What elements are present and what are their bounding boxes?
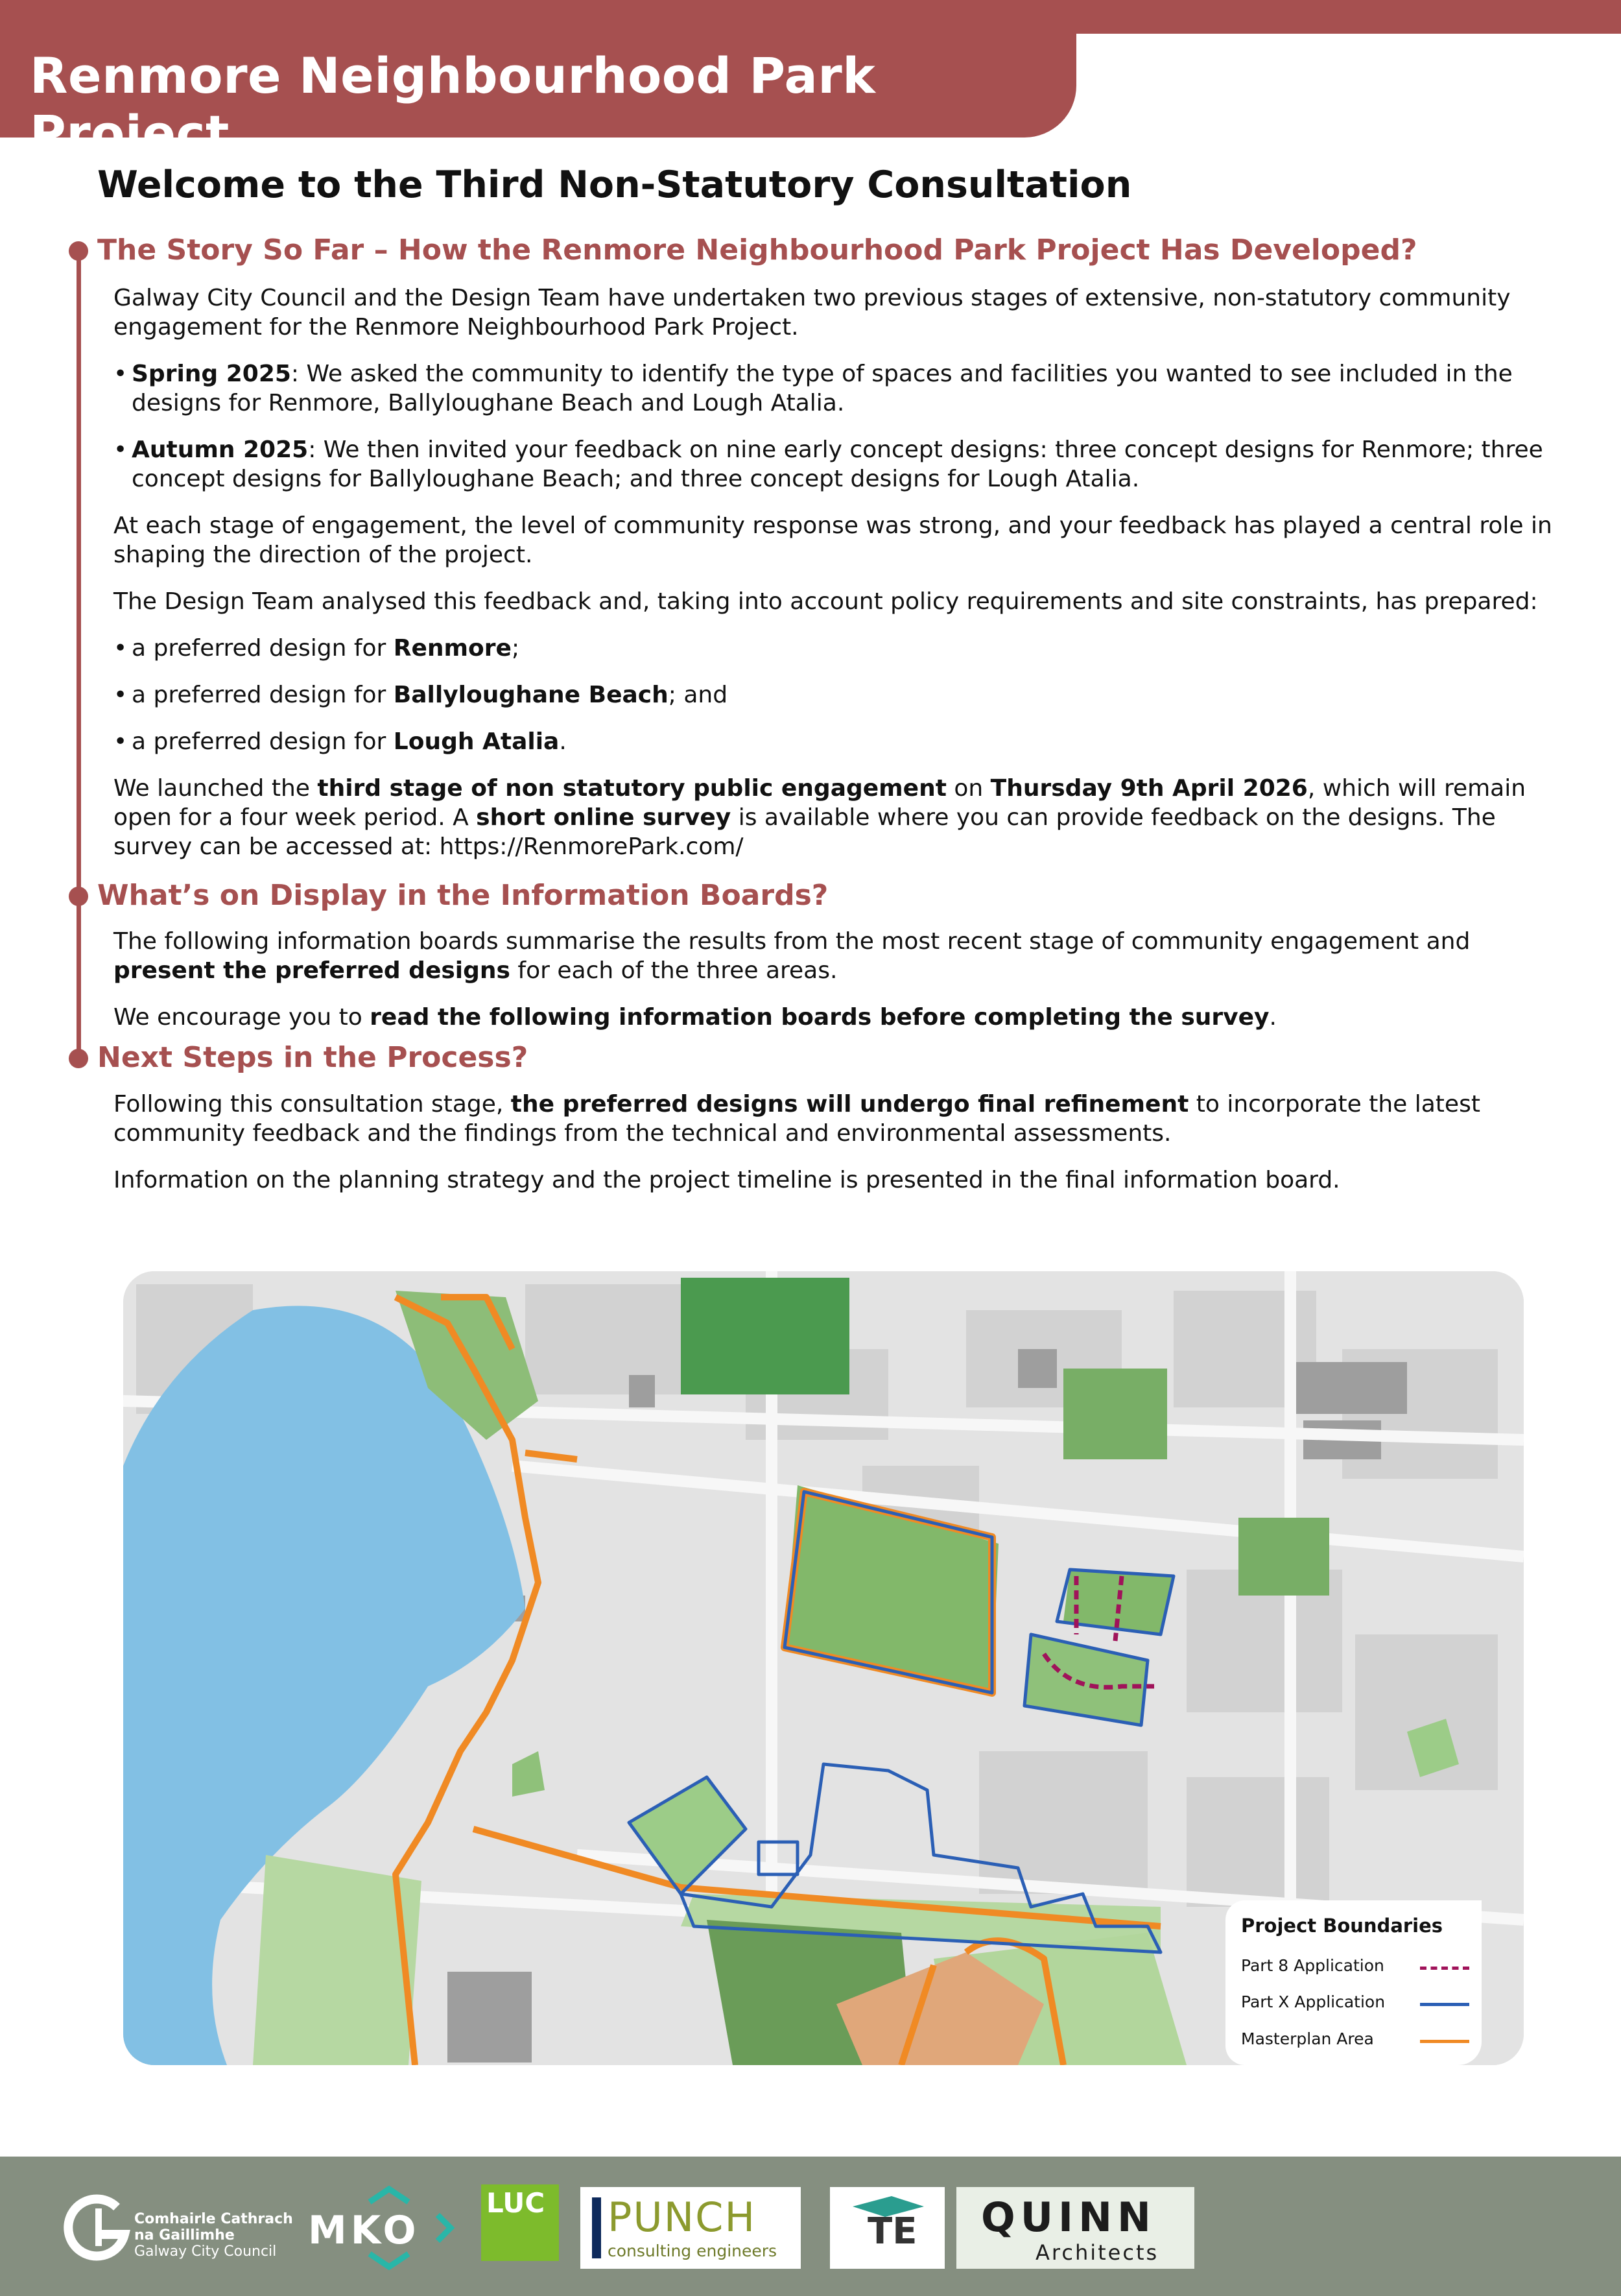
next-steps-p1: Following this consultation stage, the preferred designs will undergo final refinement to incorporate the latest community feedback and the findings from the technical and environmental assessments. — [113, 1091, 1480, 1147]
punch-subtitle: consulting engineers — [608, 2242, 777, 2260]
timeline-dot — [69, 1049, 88, 1068]
te-text: TE — [868, 2210, 917, 2253]
autumn-bullet: • Autumn 2025: We then invited your feedback on nine early concept designs: three concept designs for Renmore; three concept designs for Ballyloughane Beach; and three concept designs for Lough Atalia. — [113, 435, 1569, 494]
footer-logos — [0, 2157, 1621, 2296]
legend-item-masterplan: Masterplan Area — [1241, 2029, 1374, 2048]
display-p2: We encourage you to read the following information boards before completing the survey. — [113, 1004, 1277, 1031]
preferred-ballyloughane: • a preferred design for Ballyloughane Beach; and — [113, 680, 1569, 710]
title-banner — [0, 0, 1076, 162]
section-heading-next-steps: Next Steps in the Process? — [97, 1041, 528, 1074]
timeline-line — [77, 250, 81, 1057]
te-logo — [830, 2187, 945, 2269]
spring-bullet: • Spring 2025: We asked the community to identify the type of spaces and facilities you wanted to see included in the designs for Renmore, Ballyloughane Beach and Lough Atalia. — [113, 359, 1569, 418]
gcc-name-line1: Comhairle Cathrach — [134, 2211, 293, 2227]
story-intro: Galway City Council and the Design Team have undertaken two previous stages of extensive, non-statutory community engagement for the Renmore Neighbourhood Park Project. — [113, 285, 1511, 341]
legend-swatch-partx — [1420, 2003, 1469, 2006]
quinn-text: QUINN — [981, 2194, 1156, 2241]
punch-text: PUNCH — [608, 2194, 757, 2241]
timeline-dot — [69, 241, 88, 261]
legend-item-part8: Part 8 Application — [1241, 1956, 1384, 1975]
next-steps-body — [113, 1090, 1569, 1212]
section-heading-story: The Story So Far – How the Renmore Neighbourhood Park Project Has Developed? — [97, 233, 1417, 267]
preferred-lough-atalia: • a preferred design for Lough Atalia. — [113, 727, 1569, 756]
display-p1: The following information boards summarise the results from the most recent stage of community engagement and present the preferred designs for each of the three areas. — [113, 928, 1471, 984]
story-body — [113, 283, 1569, 879]
legend-swatch-masterplan — [1420, 2040, 1469, 2043]
luc-text: LUC — [486, 2187, 545, 2219]
quinn-subtitle: Architects — [1035, 2240, 1159, 2265]
mko-logo — [308, 2186, 457, 2270]
gcc-emblem-icon — [60, 2189, 137, 2267]
section-heading-display: What’s on Display in the Information Boards? — [97, 879, 829, 912]
legend-item-partx: Part X Application — [1241, 1992, 1386, 2011]
quinn-logo — [956, 2187, 1194, 2269]
galway-city-council-logo — [60, 2189, 306, 2267]
welcome-heading: Welcome to the Third Non-Statutory Consultation — [97, 163, 1132, 206]
legend-title: Project Boundaries — [1241, 1915, 1443, 1937]
page-title: Renmore Neighbourhood Park Project — [30, 47, 876, 162]
luc-logo — [481, 2184, 559, 2261]
legend-swatch-part8 — [1420, 1967, 1469, 1970]
story-launch: We launched the third stage of non statutory public engagement on Thursday 9th April 2026, which will remain open for a four week period. A short online survey is available where you can provide feedback on the designs. The survey can be accessed at: https://RenmorePark.com/ — [113, 775, 1526, 860]
display-body — [113, 927, 1569, 1049]
preferred-renmore: • a preferred design for Renmore; — [113, 634, 1569, 663]
gcc-name-line2: na Gaillimhe — [134, 2227, 235, 2243]
timeline-dot — [69, 887, 88, 906]
story-analysed: The Design Team analysed this feedback and, taking into account policy requirements and site constraints, has prepared: — [113, 588, 1538, 615]
next-steps-p2: Information on the planning strategy and the project timeline is presented in the final information board. — [113, 1167, 1340, 1193]
story-response: At each stage of engagement, the level of community response was strong, and your feedback has played a central role in shaping the direction of the project. — [113, 512, 1552, 568]
gcc-name-line3: Galway City Council — [134, 2243, 277, 2260]
mko-text: MKO — [308, 2208, 420, 2253]
punch-logo — [580, 2187, 801, 2269]
map-legend — [1225, 1900, 1482, 2065]
